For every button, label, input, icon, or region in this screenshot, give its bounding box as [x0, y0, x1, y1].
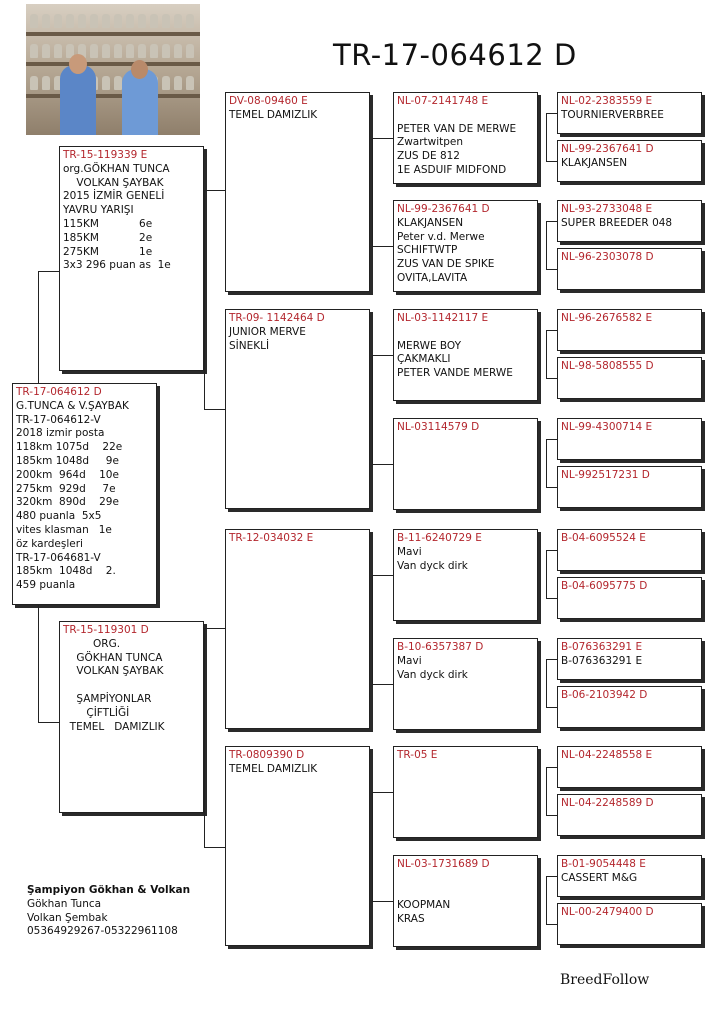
- pedigree-note: KLAKJANSEN: [397, 216, 464, 229]
- trophy-icon: [90, 44, 98, 58]
- pedigree-note: G.TUNCA & V.ŞAYBAK: [16, 399, 129, 412]
- breeder-contact: [27, 884, 190, 939]
- pedigree-note: Mavi: [397, 654, 422, 667]
- pedigree-connector: [204, 190, 225, 191]
- gen5-ancestor-box: [557, 200, 702, 242]
- trophy-icon: [174, 44, 182, 58]
- trophy-icon: [42, 44, 50, 58]
- ring-number: B-06-2103942 D: [561, 689, 648, 701]
- trophy-icon: [162, 44, 170, 58]
- pedigree-note: 3x3 296 puan as 1e: [63, 259, 171, 272]
- pedigree-connector: [546, 221, 557, 222]
- pedigree-connector: [38, 605, 39, 722]
- pedigree-note: 275KM 1e: [63, 245, 153, 258]
- pedigree-connector: [546, 550, 557, 551]
- gen5-ancestor-box: [557, 92, 702, 134]
- pedigree-connector: [372, 355, 373, 464]
- pedigree-connector: [546, 767, 557, 768]
- pedigree-note: 275km 929d 7e: [16, 482, 116, 495]
- ring-number: NL-04-2248589 D: [561, 797, 654, 809]
- pedigree-note: TEMEL DAMIZLIK: [229, 762, 318, 775]
- ring-number: TR-09- 1142464 D: [229, 312, 325, 324]
- pedigree-note: 2015 İZMİR GENELİ: [63, 190, 165, 203]
- pedigree-connector: [546, 378, 557, 379]
- pedigree-note: MERWE BOY: [397, 339, 462, 352]
- pedigree-connector: [372, 684, 393, 685]
- trophy-icon: [42, 14, 50, 28]
- pedigree-connector: [546, 269, 557, 270]
- trophy-icon: [102, 44, 110, 58]
- grandparent-box: [225, 746, 370, 946]
- great-grandparent-box: [393, 309, 538, 401]
- pedigree-connector: [546, 221, 547, 269]
- pedigree-note: 2018 izmir posta: [16, 427, 105, 440]
- pedigree-note: 185KM 2e: [63, 231, 153, 244]
- trophy-icon: [150, 14, 158, 28]
- trophy-icon: [114, 76, 122, 90]
- pedigree-connector: [546, 330, 557, 331]
- pedigree-note: TEMEL DAMIZLIK: [63, 720, 165, 733]
- pedigree-connector: [546, 487, 557, 488]
- trophy-icon: [162, 76, 170, 90]
- gen5-ancestor-box: [557, 746, 702, 788]
- trophy-icon: [66, 14, 74, 28]
- pedigree-note: ŞAMPİYONLAR: [63, 692, 152, 705]
- trophy-icon: [138, 44, 146, 58]
- ring-number: NL-03114579 D: [397, 421, 480, 433]
- ring-number: B-10-6357387 D: [397, 641, 484, 653]
- gen5-ancestor-box: [557, 248, 702, 290]
- great-grandparent-box: [393, 529, 538, 621]
- pedigree-connector: [546, 815, 557, 816]
- pedigree-connector: [38, 271, 59, 272]
- person-right-head: [131, 60, 148, 79]
- pedigree-note: 185km 1048d 2.: [16, 565, 116, 578]
- footer-line: Gökhan Tunca: [27, 897, 102, 910]
- pedigree-connector: [204, 628, 205, 848]
- pedigree-note: Zwartwitpen: [397, 136, 464, 149]
- sire-box: [59, 146, 204, 371]
- trophy-icon: [90, 14, 98, 28]
- great-grandparent-box: [393, 418, 538, 510]
- pedigree-connector: [204, 847, 225, 848]
- subject-box: [12, 383, 157, 605]
- pedigree-note: KLAKJANSEN: [561, 156, 628, 169]
- trophy-icon: [126, 14, 134, 28]
- gen5-ancestor-box: [557, 140, 702, 182]
- gen5-ancestor-box: [557, 309, 702, 351]
- pedigree-connector: [546, 439, 547, 487]
- ring-number: B-01-9054448 E: [561, 858, 646, 870]
- dam-box: [59, 621, 204, 813]
- pedigree-note: TEMEL DAMIZLIK: [229, 108, 318, 121]
- pedigree-note: TR-17-064681-V: [16, 551, 101, 564]
- pedigree-connector: [546, 598, 557, 599]
- pedigree-note: Van dyck dirk: [397, 559, 468, 572]
- pedigree-note: SCHIFTWTP: [397, 244, 458, 257]
- pedigree-note: PETER VANDE MERWE: [397, 367, 513, 380]
- pedigree-connector: [372, 575, 373, 684]
- ring-number: DV-08-09460 E: [229, 95, 308, 107]
- trophy-icon: [174, 76, 182, 90]
- person-left: [60, 65, 96, 135]
- pedigree-connector: [546, 767, 547, 815]
- footer-title: Şampiyon Gökhan & Volkan: [27, 884, 191, 896]
- ring-number: B-076363291 E: [561, 641, 643, 653]
- trophy-icon: [102, 76, 110, 90]
- pedigree-note: VOLKAN ŞAYBAK: [63, 665, 164, 678]
- pedigree-connector: [372, 792, 373, 901]
- pedigree-note: YAVRU YARIŞI: [63, 204, 134, 217]
- ring-number: TR-0809390 D: [229, 749, 305, 761]
- trophy-icon: [114, 44, 122, 58]
- pedigree-note: TR-17-064612-V: [16, 413, 101, 426]
- page-title: TR-17-064612 D: [333, 38, 577, 72]
- trophy-icon: [30, 14, 38, 28]
- trophy-icon: [186, 14, 194, 28]
- pedigree-note: ZUS DE 812: [397, 150, 460, 163]
- pedigree-connector: [372, 792, 393, 793]
- pedigree-connector: [204, 190, 205, 410]
- pedigree-connector: [38, 722, 59, 723]
- ring-number: NL-99-2367641 D: [397, 203, 490, 215]
- gen5-ancestor-box: [557, 466, 702, 508]
- pedigree-connector: [546, 330, 547, 378]
- pedigree-note: 200km 964d 10e: [16, 468, 119, 481]
- pedigree-note: Mavi: [397, 545, 422, 558]
- great-grandparent-box: [393, 638, 538, 730]
- pedigree-note: öz kardeşleri: [16, 537, 83, 550]
- ring-number: NL-96-2303078 D: [561, 251, 654, 263]
- gen5-ancestor-box: [557, 357, 702, 399]
- ring-number: NL-02-2383559 E: [561, 95, 653, 107]
- trophy-icon: [78, 14, 86, 28]
- pedigree-connector: [546, 876, 557, 877]
- pedigree-note: 185km 1048d 9e: [16, 454, 119, 467]
- pedigree-note: 459 puanla: [16, 579, 76, 592]
- gen5-ancestor-box: [557, 855, 702, 897]
- pedigree-note: ZUS VAN DE SPIKE: [397, 258, 495, 271]
- pedigree-connector: [546, 550, 547, 598]
- grandparent-box: [225, 92, 370, 292]
- pedigree-connector: [546, 161, 557, 162]
- trophy-shelf: [26, 62, 200, 66]
- pedigree-note: 118km 1075d 22e: [16, 441, 123, 454]
- ring-number: NL-07-2141748 E: [397, 95, 489, 107]
- pedigree-connector: [546, 113, 557, 114]
- pedigree-connector: [546, 876, 547, 924]
- pedigree-connector: [372, 355, 393, 356]
- pedigree-note: vites klasman 1e: [16, 523, 112, 536]
- trophy-icon: [186, 44, 194, 58]
- footer-line: Volkan Şembak: [27, 911, 108, 924]
- pedigree-note: Van dyck dirk: [397, 668, 468, 681]
- ring-number: TR-17-064612 D: [16, 386, 102, 398]
- pedigree-note: SUPER BREEDER 048: [561, 216, 673, 229]
- gen5-ancestor-box: [557, 418, 702, 460]
- ring-number: NL-99-2367641 D: [561, 143, 654, 155]
- gen5-ancestor-box: [557, 903, 702, 945]
- pedigree-note: [397, 886, 534, 900]
- ring-number: TR-05 E: [397, 749, 438, 761]
- person-left-head: [69, 54, 87, 74]
- pedigree-note: [397, 109, 534, 123]
- grandparent-box: [225, 529, 370, 729]
- trophy-icon: [162, 14, 170, 28]
- grandparent-box: [225, 309, 370, 509]
- pedigree-note: SİNEKLİ: [229, 339, 270, 352]
- great-grandparent-box: [393, 855, 538, 947]
- pedigree-note: VOLKAN ŞAYBAK: [63, 176, 164, 189]
- gen5-ancestor-box: [557, 638, 702, 680]
- ring-number: B-04-6095775 D: [561, 580, 648, 592]
- ring-number: NL-04-2248558 E: [561, 749, 653, 761]
- pedigree-note: 480 puanla 5x5: [16, 510, 102, 523]
- pedigree-connector: [372, 138, 373, 246]
- gen5-ancestor-box: [557, 794, 702, 836]
- pedigree-connector: [372, 901, 393, 902]
- trophy-shelf: [26, 32, 200, 36]
- pedigree-note: OVITA,LAVITA: [397, 271, 468, 284]
- pedigree-note: [397, 872, 534, 886]
- trophy-icon: [174, 14, 182, 28]
- pedigree-connector: [546, 924, 557, 925]
- ring-number: TR-15-119339 E: [63, 149, 148, 161]
- pedigree-note: 1E ASDUIF MIDFOND: [397, 163, 507, 176]
- footer-line: 05364929267-05322961108: [27, 925, 178, 938]
- pedigree-note: Peter v.d. Merwe: [397, 230, 485, 243]
- trophy-icon: [138, 14, 146, 28]
- pedigree-connector: [546, 439, 557, 440]
- pedigree-note: ORG.: [63, 637, 121, 650]
- gen5-ancestor-box: [557, 529, 702, 571]
- ring-number: NL-03-1142117 E: [397, 312, 489, 324]
- pedigree-connector: [204, 409, 225, 410]
- pedigree-note: 115KM 6e: [63, 217, 153, 230]
- gen5-ancestor-box: [557, 686, 702, 728]
- trophy-icon: [186, 76, 194, 90]
- great-grandparent-box: [393, 746, 538, 838]
- pedigree-note: PETER VAN DE MERWE: [397, 122, 517, 135]
- pedigree-note: [397, 326, 534, 340]
- pedigree-note: [63, 679, 200, 693]
- brand-logo: BreedFollow: [560, 972, 650, 988]
- great-grandparent-box: [393, 200, 538, 292]
- trophy-icon: [54, 44, 62, 58]
- ring-number: B-04-6095524 E: [561, 532, 646, 544]
- pedigree-connector: [372, 575, 393, 576]
- pedigree-note: ÇİFTLİĞİ: [63, 706, 130, 719]
- pedigree-connector: [204, 628, 225, 629]
- pedigree-connector: [372, 246, 393, 247]
- pedigree-note: GÖKHAN TUNCA: [63, 651, 163, 664]
- pedigree-connector: [546, 659, 547, 707]
- great-grandparent-box: [393, 92, 538, 184]
- ring-number: B-11-6240729 E: [397, 532, 482, 544]
- trophy-icon: [42, 76, 50, 90]
- trophy-icon: [30, 44, 38, 58]
- ring-number: NL-98-5808555 D: [561, 360, 654, 372]
- trophy-icon: [102, 14, 110, 28]
- trophy-icon: [126, 44, 134, 58]
- trophy-shelf: [26, 94, 200, 98]
- pedigree-connector: [372, 464, 393, 465]
- ring-number: NL-93-2733048 E: [561, 203, 653, 215]
- pedigree-connector: [546, 659, 557, 660]
- pedigree-note: TOURNIERVERBREE: [561, 108, 664, 121]
- pedigree-note: B-076363291 E: [561, 654, 643, 667]
- pedigree-note: JUNIOR MERVE: [229, 325, 306, 338]
- pedigree-note: CASSERT M&G: [561, 871, 638, 884]
- ring-number: NL-992517231 D: [561, 469, 650, 481]
- pedigree-note: ÇAKMAKLI: [397, 353, 451, 366]
- pedigree-note: org.GÖKHAN TUNCA: [63, 162, 170, 175]
- trophy-icon: [30, 76, 38, 90]
- ring-number: TR-12-034032 E: [229, 532, 314, 544]
- gen5-ancestor-box: [557, 577, 702, 619]
- ring-number: NL-00-2479400 D: [561, 906, 654, 918]
- pedigree-connector: [372, 138, 393, 139]
- pedigree-connector: [38, 271, 39, 383]
- pedigree-note: 320km 890d 29e: [16, 496, 119, 509]
- pedigree-note: KOOPMAN: [397, 899, 451, 912]
- trophy-icon: [150, 44, 158, 58]
- pedigree-connector: [546, 113, 547, 161]
- pedigree-connector: [546, 707, 557, 708]
- ring-number: TR-15-119301 D: [63, 624, 149, 636]
- pedigree-note: KRAS: [397, 913, 425, 926]
- trophy-icon: [54, 14, 62, 28]
- ring-number: NL-03-1731689 D: [397, 858, 490, 870]
- breeders-photo: [26, 4, 200, 135]
- ring-number: NL-96-2676582 E: [561, 312, 653, 324]
- trophy-icon: [114, 14, 122, 28]
- ring-number: NL-99-4300714 E: [561, 421, 653, 433]
